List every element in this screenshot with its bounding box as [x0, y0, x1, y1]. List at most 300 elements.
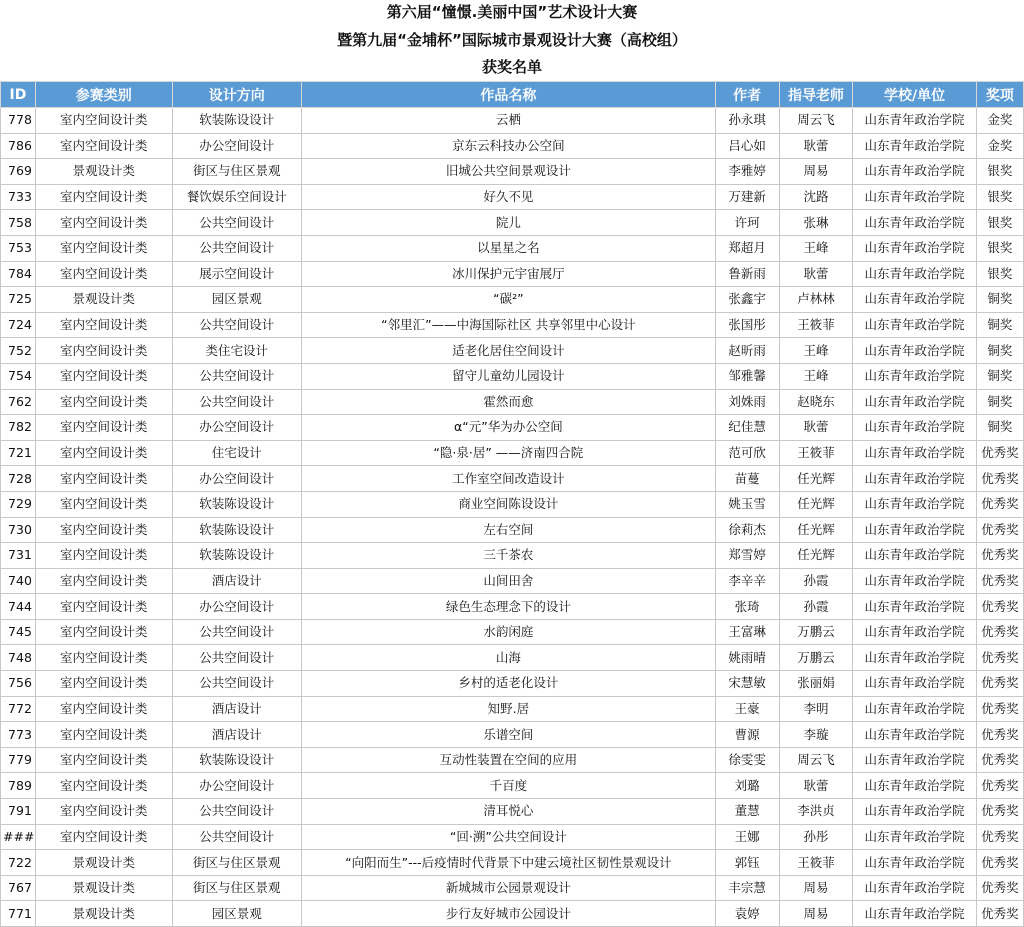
cell-school: 山东青年政治学院: [853, 210, 976, 236]
cell-advisor: 耿蕾: [779, 773, 853, 799]
cell-category: 室内空间设计类: [35, 338, 172, 364]
title-line-3: 获奖名单: [481, 58, 542, 76]
cell-school: 山东青年政治学院: [853, 338, 976, 364]
cell-work: 左右空间: [301, 517, 715, 543]
cell-work: 院儿: [301, 210, 715, 236]
cell-author: 丰宗慧: [715, 875, 779, 901]
title-line-1: 第六届“憧憬.美丽中国”艺术设计大赛: [386, 3, 638, 21]
cell-award: 优秀奖: [976, 722, 1023, 748]
cell-advisor: 周易: [779, 901, 853, 927]
cell-work: 乐谱空间: [301, 722, 715, 748]
cell-school: 山东青年政治学院: [853, 261, 976, 287]
cell-advisor: 孙霞: [779, 568, 853, 594]
cell-school: 山东青年政治学院: [853, 594, 976, 620]
cell-school: 山东青年政治学院: [853, 696, 976, 722]
cell-advisor: 李洪贞: [779, 799, 853, 825]
cell-id: 724: [1, 312, 36, 338]
cell-advisor: 周云飞: [779, 108, 853, 134]
table-row: [1, 799, 1024, 825]
cell-award: 铜奖: [976, 338, 1023, 364]
cell-award: 银奖: [976, 235, 1023, 261]
cell-advisor: 任光辉: [779, 491, 853, 517]
cell-school: 山东青年政治学院: [853, 108, 976, 134]
cell-school: 山东青年政治学院: [853, 645, 976, 671]
table-row: [1, 338, 1024, 364]
cell-author: 纪佳慧: [715, 415, 779, 441]
cell-advisor: 张丽娟: [779, 671, 853, 697]
table-row: [1, 875, 1024, 901]
cell-work: 适老化居住空间设计: [301, 338, 715, 364]
cell-id: 744: [1, 594, 36, 620]
cell-author: 王娜: [715, 824, 779, 850]
table-row: [1, 901, 1024, 927]
cell-id: 773: [1, 722, 36, 748]
cell-author: 郭钰: [715, 850, 779, 876]
table-row: [1, 619, 1024, 645]
cell-author: 郑超月: [715, 235, 779, 261]
cell-work: 山海: [301, 645, 715, 671]
cell-work: 三千茶农: [301, 543, 715, 569]
table-body: [1, 108, 1024, 927]
cell-direction: 酒店设计: [172, 696, 301, 722]
cell-category: 景观设计类: [35, 875, 172, 901]
cell-school: 山东青年政治学院: [853, 901, 976, 927]
table-row: [1, 312, 1024, 338]
cell-advisor: 耿蕾: [779, 415, 853, 441]
cell-direction: 园区景观: [172, 901, 301, 927]
col-header-direction: 设计方向: [172, 82, 301, 108]
cell-category: 室内空间设计类: [35, 671, 172, 697]
cell-category: 室内空间设计类: [35, 133, 172, 159]
cell-award: 优秀奖: [976, 671, 1023, 697]
cell-direction: 公共空间设计: [172, 210, 301, 236]
cell-author: 徐雯雯: [715, 747, 779, 773]
cell-direction: 软装陈设设计: [172, 543, 301, 569]
cell-category: 室内空间设计类: [35, 363, 172, 389]
cell-category: 室内空间设计类: [35, 210, 172, 236]
cell-work: 以星星之名: [301, 235, 715, 261]
cell-advisor: 万鹏云: [779, 619, 853, 645]
cell-work: 乡村的适老化设计: [301, 671, 715, 697]
cell-advisor: 任光辉: [779, 466, 853, 492]
cell-direction: 公共空间设计: [172, 389, 301, 415]
cell-direction: 公共空间设计: [172, 645, 301, 671]
cell-award: 优秀奖: [976, 799, 1023, 825]
cell-work: 商业空间陈设设计: [301, 491, 715, 517]
cell-category: 室内空间设计类: [35, 466, 172, 492]
table-row: [1, 159, 1024, 185]
cell-advisor: 王筱菲: [779, 312, 853, 338]
col-header-advisor: 指导老师: [779, 82, 853, 108]
cell-advisor: 任光辉: [779, 543, 853, 569]
cell-direction: 街区与住区景观: [172, 159, 301, 185]
cell-id: 789: [1, 773, 36, 799]
cell-category: 室内空间设计类: [35, 261, 172, 287]
cell-advisor: 周易: [779, 875, 853, 901]
cell-direction: 类住宅设计: [172, 338, 301, 364]
table-row: [1, 747, 1024, 773]
cell-award: 金奖: [976, 108, 1023, 134]
cell-advisor: 孙彤: [779, 824, 853, 850]
cell-author: 张国彤: [715, 312, 779, 338]
cell-work: “邻里汇”——中海国际社区 共享邻里中心设计: [301, 312, 715, 338]
cell-work: α“元”华为办公空间: [301, 415, 715, 441]
cell-school: 山东青年政治学院: [853, 159, 976, 185]
cell-school: 山东青年政治学院: [853, 568, 976, 594]
cell-advisor: 万鹏云: [779, 645, 853, 671]
cell-author: 宋慧敏: [715, 671, 779, 697]
cell-award: 优秀奖: [976, 491, 1023, 517]
cell-direction: 街区与住区景观: [172, 850, 301, 876]
cell-advisor: 王筱菲: [779, 850, 853, 876]
cell-advisor: 王峰: [779, 363, 853, 389]
cell-work: 步行友好城市公园设计: [301, 901, 715, 927]
cell-category: 室内空间设计类: [35, 389, 172, 415]
cell-id: 791: [1, 799, 36, 825]
cell-advisor: 耿蕾: [779, 133, 853, 159]
cell-id: 740: [1, 568, 36, 594]
cell-advisor: 王峰: [779, 235, 853, 261]
cell-advisor: 任光辉: [779, 517, 853, 543]
cell-author: 曹源: [715, 722, 779, 748]
table-row: [1, 568, 1024, 594]
cell-work: 新城城市公园景观设计: [301, 875, 715, 901]
cell-award: 优秀奖: [976, 645, 1023, 671]
cell-id: 778: [1, 108, 36, 134]
cell-school: 山东青年政治学院: [853, 415, 976, 441]
cell-category: 室内空间设计类: [35, 747, 172, 773]
cell-award: 优秀奖: [976, 901, 1023, 927]
cell-direction: 酒店设计: [172, 722, 301, 748]
col-header-school: 学校/单位: [853, 82, 976, 108]
cell-author: 郑雪婷: [715, 543, 779, 569]
table-row: [1, 440, 1024, 466]
cell-school: 山东青年政治学院: [853, 235, 976, 261]
cell-advisor: 耿蕾: [779, 261, 853, 287]
cell-school: 山东青年政治学院: [853, 133, 976, 159]
cell-work: “隐·泉·居” ——济南四合院: [301, 440, 715, 466]
cell-id: 754: [1, 363, 36, 389]
cell-id: 779: [1, 747, 36, 773]
cell-work: 千百度: [301, 773, 715, 799]
col-header-category: 参赛类别: [35, 82, 172, 108]
cell-id: 752: [1, 338, 36, 364]
cell-author: 李雅婷: [715, 159, 779, 185]
cell-author: 邹雅馨: [715, 363, 779, 389]
cell-award: 优秀奖: [976, 747, 1023, 773]
cell-school: 山东青年政治学院: [853, 773, 976, 799]
table-row: [1, 389, 1024, 415]
cell-category: 室内空间设计类: [35, 517, 172, 543]
col-header-author: 作者: [715, 82, 779, 108]
cell-direction: 公共空间设计: [172, 363, 301, 389]
cell-id: 769: [1, 159, 36, 185]
cell-school: 山东青年政治学院: [853, 747, 976, 773]
cell-category: 室内空间设计类: [35, 568, 172, 594]
cell-school: 山东青年政治学院: [853, 543, 976, 569]
cell-id: 731: [1, 543, 36, 569]
cell-award: 铜奖: [976, 363, 1023, 389]
cell-category: 室内空间设计类: [35, 619, 172, 645]
cell-id: 784: [1, 261, 36, 287]
cell-direction: 公共空间设计: [172, 619, 301, 645]
col-header-award: 奖项: [976, 82, 1023, 108]
cell-category: 室内空间设计类: [35, 594, 172, 620]
cell-author: 吕心如: [715, 133, 779, 159]
cell-id: 772: [1, 696, 36, 722]
cell-award: 银奖: [976, 159, 1023, 185]
table-row: [1, 645, 1024, 671]
cell-direction: 办公空间设计: [172, 466, 301, 492]
header-row: [1, 82, 1024, 108]
table-row: [1, 850, 1024, 876]
cell-category: 室内空间设计类: [35, 235, 172, 261]
cell-advisor: 沈路: [779, 184, 853, 210]
cell-work: 知野.居: [301, 696, 715, 722]
cell-direction: 软装陈设设计: [172, 517, 301, 543]
cell-id: 721: [1, 440, 36, 466]
cell-direction: 软装陈设设计: [172, 491, 301, 517]
table-row: [1, 671, 1024, 697]
cell-direction: 公共空间设计: [172, 671, 301, 697]
table-row: [1, 108, 1024, 134]
cell-category: 室内空间设计类: [35, 184, 172, 210]
cell-advisor: 孙霞: [779, 594, 853, 620]
cell-category: 室内空间设计类: [35, 108, 172, 134]
cell-award: 银奖: [976, 210, 1023, 236]
cell-id: 748: [1, 645, 36, 671]
cell-advisor: 王峰: [779, 338, 853, 364]
cell-author: 李辛辛: [715, 568, 779, 594]
cell-award: 优秀奖: [976, 619, 1023, 645]
cell-author: 刘姝雨: [715, 389, 779, 415]
cell-category: 室内空间设计类: [35, 696, 172, 722]
cell-direction: 公共空间设计: [172, 235, 301, 261]
cell-category: 景观设计类: [35, 159, 172, 185]
cell-advisor: 王筱菲: [779, 440, 853, 466]
cell-id: 762: [1, 389, 36, 415]
cell-work: 清耳悦心: [301, 799, 715, 825]
cell-advisor: 周云飞: [779, 747, 853, 773]
cell-id: 730: [1, 517, 36, 543]
cell-school: 山东青年政治学院: [853, 363, 976, 389]
cell-work: 绿色生态理念下的设计: [301, 594, 715, 620]
cell-category: 室内空间设计类: [35, 722, 172, 748]
cell-advisor: 赵晓东: [779, 389, 853, 415]
cell-advisor: 张琳: [779, 210, 853, 236]
cell-award: 优秀奖: [976, 850, 1023, 876]
cell-award: 金奖: [976, 133, 1023, 159]
cell-school: 山东青年政治学院: [853, 491, 976, 517]
cell-author: 范可欣: [715, 440, 779, 466]
cell-award: 优秀奖: [976, 517, 1023, 543]
cell-advisor: 李璇: [779, 722, 853, 748]
cell-award: 优秀奖: [976, 824, 1023, 850]
cell-school: 山东青年政治学院: [853, 824, 976, 850]
table-row: [1, 696, 1024, 722]
cell-award: 银奖: [976, 261, 1023, 287]
cell-work: 京东云科技办公空间: [301, 133, 715, 159]
cell-award: 银奖: [976, 184, 1023, 210]
table-row: [1, 543, 1024, 569]
cell-id: ###: [1, 824, 36, 850]
cell-award: 优秀奖: [976, 568, 1023, 594]
cell-author: 张鑫宇: [715, 287, 779, 313]
table-row: [1, 824, 1024, 850]
cell-author: 赵昕雨: [715, 338, 779, 364]
cell-author: 鲁新雨: [715, 261, 779, 287]
cell-direction: 办公空间设计: [172, 415, 301, 441]
cell-award: 优秀奖: [976, 594, 1023, 620]
table-row: [1, 261, 1024, 287]
cell-author: 徐莉杰: [715, 517, 779, 543]
award-table: [0, 81, 1024, 927]
cell-work: “碳²”: [301, 287, 715, 313]
cell-author: 苗蔓: [715, 466, 779, 492]
table-row: [1, 773, 1024, 799]
cell-author: 张琦: [715, 594, 779, 620]
cell-school: 山东青年政治学院: [853, 619, 976, 645]
cell-direction: 办公空间设计: [172, 594, 301, 620]
cell-advisor: 周易: [779, 159, 853, 185]
cell-award: 铜奖: [976, 415, 1023, 441]
cell-category: 室内空间设计类: [35, 491, 172, 517]
cell-award: 铜奖: [976, 312, 1023, 338]
cell-school: 山东青年政治学院: [853, 389, 976, 415]
table-row: [1, 594, 1024, 620]
cell-author: 姚玉雪: [715, 491, 779, 517]
cell-id: 733: [1, 184, 36, 210]
cell-school: 山东青年政治学院: [853, 440, 976, 466]
cell-direction: 公共空间设计: [172, 799, 301, 825]
cell-school: 山东青年政治学院: [853, 722, 976, 748]
cell-id: 722: [1, 850, 36, 876]
cell-work: “回·溯”公共空间设计: [301, 824, 715, 850]
cell-direction: 公共空间设计: [172, 312, 301, 338]
cell-award: 铜奖: [976, 287, 1023, 313]
cell-work: 互动性装置在空间的应用: [301, 747, 715, 773]
table-row: [1, 517, 1024, 543]
table-row: [1, 363, 1024, 389]
title-line-2: 暨第九届“金埔杯”国际城市景观设计大赛（高校组）: [337, 31, 687, 49]
cell-advisor: 卢林林: [779, 287, 853, 313]
cell-school: 山东青年政治学院: [853, 287, 976, 313]
cell-category: 室内空间设计类: [35, 773, 172, 799]
col-header-work: 作品名称: [301, 82, 715, 108]
cell-author: 万建新: [715, 184, 779, 210]
cell-id: 767: [1, 875, 36, 901]
cell-school: 山东青年政治学院: [853, 799, 976, 825]
table-row: [1, 235, 1024, 261]
cell-work: 水韵闲庭: [301, 619, 715, 645]
cell-award: 优秀奖: [976, 696, 1023, 722]
cell-author: 许珂: [715, 210, 779, 236]
cell-author: 王富琳: [715, 619, 779, 645]
cell-school: 山东青年政治学院: [853, 517, 976, 543]
cell-id: 725: [1, 287, 36, 313]
cell-direction: 酒店设计: [172, 568, 301, 594]
cell-work: 旧城公共空间景观设计: [301, 159, 715, 185]
cell-award: 铜奖: [976, 389, 1023, 415]
cell-category: 景观设计类: [35, 287, 172, 313]
cell-direction: 软装陈设设计: [172, 108, 301, 134]
cell-category: 室内空间设计类: [35, 645, 172, 671]
cell-direction: 公共空间设计: [172, 824, 301, 850]
cell-direction: 园区景观: [172, 287, 301, 313]
cell-direction: 展示空间设计: [172, 261, 301, 287]
cell-direction: 餐饮娱乐空间设计: [172, 184, 301, 210]
cell-direction: 街区与住区景观: [172, 875, 301, 901]
cell-author: 姚雨晴: [715, 645, 779, 671]
cell-direction: 住宅设计: [172, 440, 301, 466]
col-header-id: ID: [1, 82, 36, 108]
cell-category: 室内空间设计类: [35, 824, 172, 850]
cell-direction: 办公空间设计: [172, 773, 301, 799]
cell-school: 山东青年政治学院: [853, 850, 976, 876]
cell-direction: 软装陈设设计: [172, 747, 301, 773]
cell-category: 景观设计类: [35, 901, 172, 927]
cell-id: 782: [1, 415, 36, 441]
cell-author: 袁婷: [715, 901, 779, 927]
cell-work: 云栖: [301, 108, 715, 134]
cell-work: 山间田舍: [301, 568, 715, 594]
cell-award: 优秀奖: [976, 466, 1023, 492]
cell-school: 山东青年政治学院: [853, 312, 976, 338]
cell-work: “向阳而生”---后疫情时代背景下中建云境社区韧性景观设计: [301, 850, 715, 876]
cell-school: 山东青年政治学院: [853, 184, 976, 210]
table-row: [1, 210, 1024, 236]
cell-award: 优秀奖: [976, 875, 1023, 901]
cell-id: 728: [1, 466, 36, 492]
cell-author: 孙永琪: [715, 108, 779, 134]
cell-id: 745: [1, 619, 36, 645]
cell-category: 室内空间设计类: [35, 312, 172, 338]
cell-school: 山东青年政治学院: [853, 466, 976, 492]
cell-direction: 办公空间设计: [172, 133, 301, 159]
cell-id: 758: [1, 210, 36, 236]
cell-award: 优秀奖: [976, 440, 1023, 466]
cell-id: 729: [1, 491, 36, 517]
cell-work: 工作室空间改造设计: [301, 466, 715, 492]
cell-work: 冰川保护元宇宙展厅: [301, 261, 715, 287]
cell-id: 771: [1, 901, 36, 927]
table-row: [1, 133, 1024, 159]
cell-advisor: 李明: [779, 696, 853, 722]
cell-work: 霍然而愈: [301, 389, 715, 415]
cell-author: 王豪: [715, 696, 779, 722]
cell-category: 景观设计类: [35, 850, 172, 876]
cell-author: 刘璐: [715, 773, 779, 799]
cell-category: 室内空间设计类: [35, 415, 172, 441]
table-row: [1, 184, 1024, 210]
cell-author: 董慧: [715, 799, 779, 825]
cell-id: 756: [1, 671, 36, 697]
cell-id: 753: [1, 235, 36, 261]
cell-school: 山东青年政治学院: [853, 875, 976, 901]
table-row: [1, 415, 1024, 441]
table-row: [1, 466, 1024, 492]
cell-category: 室内空间设计类: [35, 543, 172, 569]
cell-category: 室内空间设计类: [35, 440, 172, 466]
cell-id: 786: [1, 133, 36, 159]
cell-category: 室内空间设计类: [35, 799, 172, 825]
cell-award: 优秀奖: [976, 543, 1023, 569]
table-row: [1, 491, 1024, 517]
cell-school: 山东青年政治学院: [853, 671, 976, 697]
table-row: [1, 287, 1024, 313]
table-row: [1, 722, 1024, 748]
cell-work: 好久不见: [301, 184, 715, 210]
